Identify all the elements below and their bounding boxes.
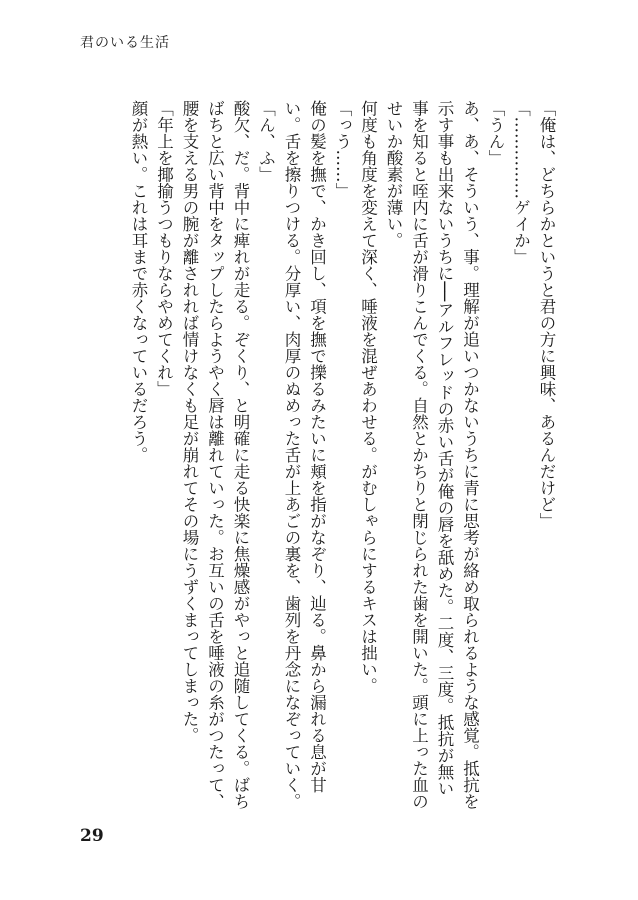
paragraph: 顔が熱い。これは耳まで赤くなっているだろう。: [129, 100, 148, 463]
running-header: 君のいる生活: [80, 35, 170, 51]
page-number: 29: [80, 826, 104, 846]
paragraph: 何度も角度を変えて深く、唾液を混ぜあわせる。がむしゃらにするキスは拙い。: [358, 100, 378, 694]
paragraph: 「っう……」: [333, 100, 352, 199]
paragraph: 「……………ゲイか」: [511, 100, 531, 265]
paragraph: 酸欠、だ。背中に痺れが走る。ぞくり、と明確に走る快楽に焦燥感がやっと追随してくる。ばちばちと広い背中をタップしたらようやく唇は離れていった。お互いの舌を唾液の糸がつたって、腰を支える男の腕が離されれば情けなくも足が崩れてその場にうずくまってしまった。: [180, 100, 250, 810]
body-text: [81, 100, 559, 812]
paragraph: 「うん」: [486, 100, 505, 166]
paragraph: 「ん、ふ」: [256, 100, 276, 183]
paragraph: あ、あ、そういう、事。理解が追いつかないうちに青に思考が絡め取られるような感覚。抵抗を示す事も出来ないうちに──アルフレッドの赤い舌が俺の唇を舐めた。二度、三度。抵抗が無い事を知ると咥内に舌が滑りこんでくる。自然とかちりと閉じられた歯を開いた。頭に上った血のせいか酸素が薄い。: [384, 100, 480, 810]
paragraph: 「年上を揶揄うつもりならやめてくれ」: [154, 100, 174, 397]
paragraph: 「俺は、どちらかというと君の方に興味、あるんだけど」: [537, 100, 556, 529]
paragraph: 俺の髪を撫で、かき回し、項を撫で擽るみたいに頬を指がなぞり、辿る。鼻から漏れる息が甘い。舌を擦りつける。分厚い、肉厚のぬめった舌が上あごの裏を、歯列を丹念になぞっていく。: [282, 100, 327, 810]
